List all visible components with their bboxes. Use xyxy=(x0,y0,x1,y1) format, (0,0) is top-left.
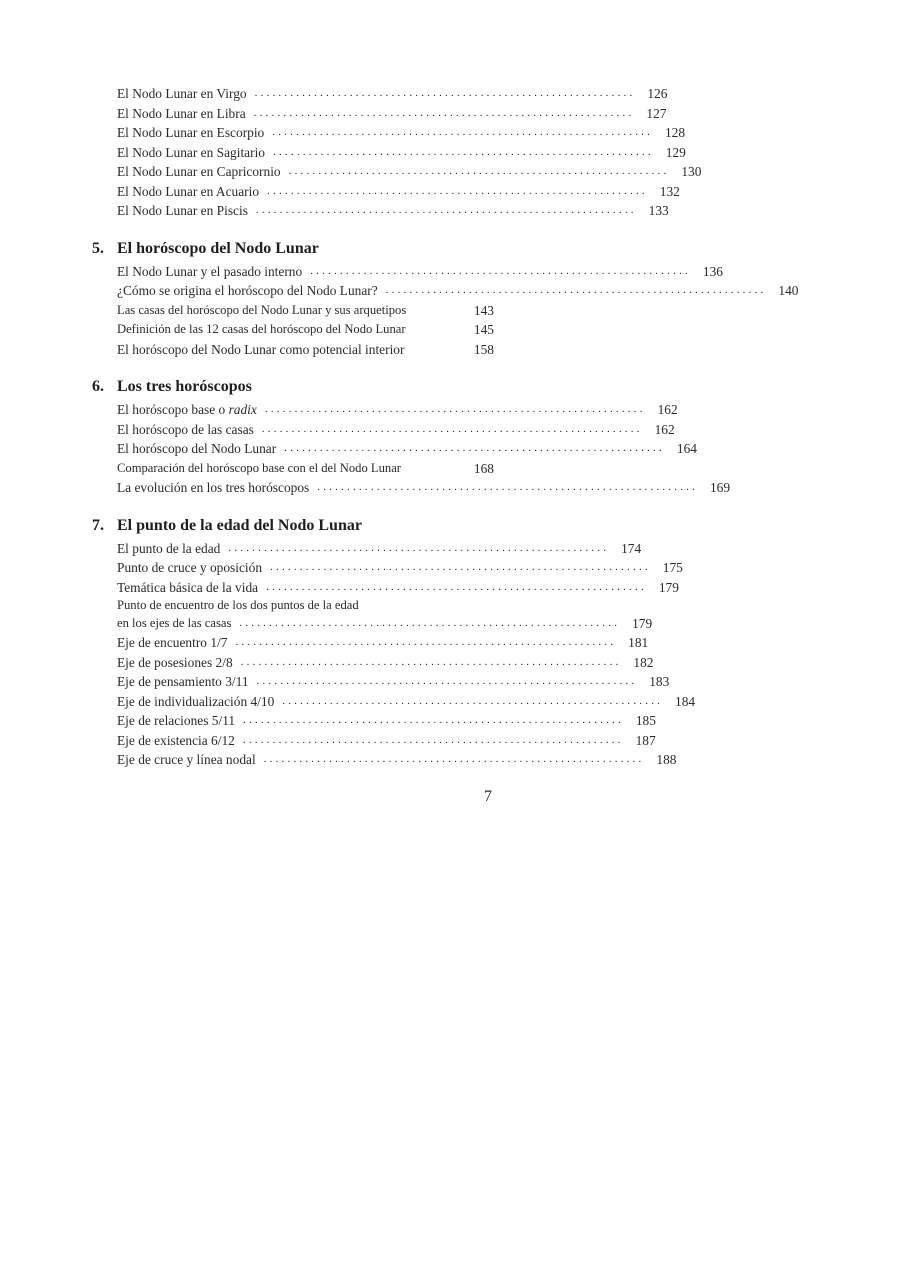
dot-leader: ................................................................ xyxy=(228,541,610,554)
entry-title: La evolución en los tres horóscopos xyxy=(117,480,310,495)
dot-leader: ................................................................ xyxy=(273,145,654,158)
dot-leader: ................................................................ xyxy=(264,403,646,415)
entry-page: 168 xyxy=(473,460,494,476)
entry-title: Punto de cruce y oposición xyxy=(117,560,263,575)
entry-title: Eje de individualización 4/10 xyxy=(117,693,275,709)
entry-page: 182 xyxy=(633,654,654,670)
entry-page: 169 xyxy=(709,480,731,495)
dot-leader: ................................................................ xyxy=(263,753,645,765)
entry-page: 183 xyxy=(649,674,670,689)
toc-entry xyxy=(117,123,686,143)
entry-title: en los ejes de las casas xyxy=(117,615,232,630)
entry-page: 128 xyxy=(664,125,686,140)
dot-leader: ................................................................ xyxy=(266,580,647,593)
entry-title: Eje de cruce y línea nodal xyxy=(117,752,256,767)
entry-title: El Nodo Lunar en Libra xyxy=(117,105,246,121)
dot-leader: ................................................................ xyxy=(272,126,654,138)
entry-title: Eje de pensamiento 3/11 xyxy=(117,674,249,689)
dot-leader: ................................................................ xyxy=(282,694,664,707)
entry-title: Eje de encuentro 1/7 xyxy=(117,635,228,650)
dot-leader: ................................................................ xyxy=(385,284,767,296)
entry-page: 145 xyxy=(473,322,494,337)
dot-leader: ................................................................ xyxy=(270,561,651,573)
toc-section-5 xyxy=(92,239,799,360)
entry-title-italic: radix xyxy=(228,402,257,417)
toc-entry xyxy=(117,201,669,221)
toc-entry xyxy=(117,750,677,770)
section-title: Los tres horóscopos xyxy=(117,378,252,395)
toc-entry xyxy=(117,262,723,282)
toc-section-6 xyxy=(92,378,731,498)
section-number: 5. xyxy=(92,239,104,257)
entry-page: 187 xyxy=(635,732,656,748)
entry-page: 136 xyxy=(702,263,723,279)
toc-entry xyxy=(117,301,494,321)
entry-title: Eje de existencia 6/12 xyxy=(117,732,235,748)
section-heading xyxy=(92,517,494,539)
toc-continuation xyxy=(92,84,702,221)
toc-entry xyxy=(117,558,683,578)
entry-title: Eje de relaciones 5/11 xyxy=(117,713,236,728)
entry-page: 188 xyxy=(656,752,677,767)
section-number: 6. xyxy=(92,378,104,395)
toc-section-7 xyxy=(92,516,696,770)
dot-leader: ................................................................ xyxy=(310,264,691,277)
entry-title-text: El horóscopo base o xyxy=(117,402,226,417)
entry-page: 126 xyxy=(647,86,668,101)
toc-entry xyxy=(117,597,653,633)
dot-leader: ................................................................ xyxy=(239,616,621,629)
section-heading xyxy=(92,378,494,400)
toc-entry xyxy=(117,281,799,301)
toc-entry xyxy=(117,731,656,751)
entry-page: 181 xyxy=(628,635,649,650)
section-heading xyxy=(92,240,494,262)
toc-entry xyxy=(117,400,678,420)
entry-page: 130 xyxy=(681,164,702,179)
entry-page: 174 xyxy=(621,540,642,556)
page-number: 7 xyxy=(484,788,492,805)
entry-title: El Nodo Lunar en Escorpio xyxy=(117,125,265,140)
toc-entry xyxy=(117,104,667,124)
toc-entry xyxy=(117,578,679,598)
toc-entry xyxy=(117,633,649,653)
toc-entry xyxy=(117,84,668,104)
entry-page: 179 xyxy=(632,615,653,631)
entry-page: 129 xyxy=(665,144,686,160)
entry-title: El punto de la edad xyxy=(117,540,221,556)
section-title: El horóscopo del Nodo Lunar xyxy=(117,239,319,257)
entry-page: 143 xyxy=(473,302,494,318)
table-of-contents xyxy=(92,84,799,789)
toc-entry xyxy=(117,711,656,731)
toc-entry xyxy=(117,162,702,182)
dot-leader: ................................................................ xyxy=(235,636,617,648)
entry-page: 158 xyxy=(473,341,494,357)
toc-entry xyxy=(117,672,670,692)
toc-entry xyxy=(117,539,642,559)
entry-title: El horóscopo de las casas xyxy=(117,421,254,437)
entry-page: 179 xyxy=(658,579,679,595)
entry-page: 185 xyxy=(635,713,656,728)
dot-leader: ................................................................ xyxy=(242,733,624,746)
toc-entry xyxy=(117,320,494,340)
entry-row2 xyxy=(117,613,653,633)
entry-title: El horóscopo del Nodo Lunar xyxy=(117,441,277,456)
entry-page: 162 xyxy=(657,402,678,417)
entry-title: Eje de posesiones 2/8 xyxy=(117,654,233,670)
dot-leader: ................................................................ xyxy=(284,442,665,454)
entry-title: Temática básica de la vida xyxy=(117,579,259,595)
entry-title xyxy=(117,400,257,420)
dot-leader: ................................................................ xyxy=(254,87,636,99)
entry-title: El Nodo Lunar y el pasado interno xyxy=(117,263,303,279)
entry-title: El horóscopo del Nodo Lunar como potencial interior xyxy=(117,341,405,357)
toc-entry xyxy=(117,692,696,712)
entry-title: El Nodo Lunar en Capricornio xyxy=(117,164,281,179)
toc-entry xyxy=(117,478,731,498)
entry-title: El Nodo Lunar en Virgo xyxy=(117,86,247,101)
dot-leader: ................................................................ xyxy=(243,714,624,726)
toc-entry xyxy=(117,439,697,459)
entry-title: Definición de las 12 casas del horóscopo del Nodo Lunar xyxy=(117,322,406,336)
entry-title-line1: Punto de encuentro de los dos puntos de la edad xyxy=(117,598,359,612)
entry-page: 175 xyxy=(662,560,683,575)
toc-entry xyxy=(117,143,686,163)
entry-page: 184 xyxy=(675,693,696,709)
entry-page: 140 xyxy=(778,283,799,298)
toc-entry xyxy=(117,340,494,360)
entry-page: 127 xyxy=(646,105,667,121)
entry-title: El Nodo Lunar en Sagitario xyxy=(117,144,266,160)
dot-leader: ................................................................ xyxy=(267,184,648,197)
section-title: El punto de la edad del Nodo Lunar xyxy=(117,516,362,534)
dot-leader: ................................................................ xyxy=(317,481,699,493)
dot-leader: ................................................................ xyxy=(240,655,622,668)
dot-leader: ................................................................ xyxy=(261,422,643,435)
dot-leader: ................................................................ xyxy=(288,165,670,177)
toc-entry xyxy=(117,182,680,202)
toc-entry xyxy=(117,420,675,440)
entry-page: 132 xyxy=(659,183,680,199)
entry-title: ¿Cómo se origina el horóscopo del Nodo Lunar? xyxy=(117,283,378,298)
entry-page: 164 xyxy=(676,441,697,456)
entry-page: 162 xyxy=(654,421,675,437)
toc-entry xyxy=(117,653,654,673)
toc-entry xyxy=(117,459,494,479)
entry-title: El Nodo Lunar en Acuario xyxy=(117,183,260,199)
entry-page: 133 xyxy=(648,203,669,218)
entry-title: Comparación del horóscopo base con el del Nodo Lunar xyxy=(117,460,401,475)
dot-leader: ................................................................ xyxy=(255,204,637,216)
dot-leader: ................................................................ xyxy=(256,675,638,687)
dot-leader: ................................................................ xyxy=(253,106,635,119)
entry-title: Las casas del horóscopo del Nodo Lunar y sus arquetipos xyxy=(117,302,407,317)
entry-title: El Nodo Lunar en Piscis xyxy=(117,203,248,218)
section-number: 7. xyxy=(92,516,104,534)
